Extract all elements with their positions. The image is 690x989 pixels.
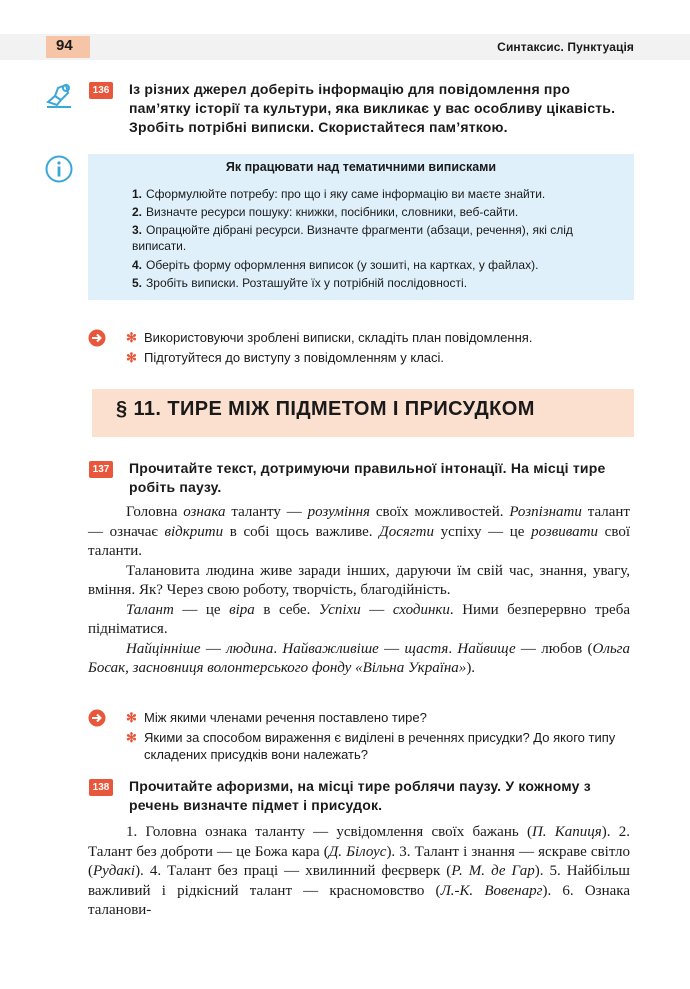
text-run: — bbox=[360, 601, 393, 618]
italic-run: Ольга Босак, засновниця волонтерського фонду «Вільна Україна» bbox=[88, 640, 631, 676]
italic-run: Найцінніше bbox=[126, 640, 201, 657]
paragraph bbox=[88, 601, 630, 640]
italic-run: розуміння bbox=[307, 504, 370, 520]
task-number-138: 138 bbox=[89, 779, 113, 796]
text-run: ). 3. Талант і знання — яскраве світло ( bbox=[88, 843, 630, 879]
text-run: 1. Головна ознака таланту — усвідомлення своїх бажань ( bbox=[126, 824, 532, 840]
italic-run: Досягти bbox=[379, 523, 435, 540]
text-run: талант — означає bbox=[88, 504, 630, 540]
memo-title: Як працювати над тематичними виписками bbox=[225, 160, 497, 174]
text-run: в собі щось важливе. bbox=[223, 523, 380, 540]
list-item: ✻ Підготуйтеся до виступу з повідомленням у класі. bbox=[126, 350, 445, 365]
text-run: ). 6. Ознака таланови- bbox=[88, 882, 630, 918]
task-number-136: 136 bbox=[89, 82, 113, 99]
memo-step: 5. Зробіть виписки. Розташуйте їх у потрібній послідовності. bbox=[132, 276, 468, 290]
italic-run: Розпізнати bbox=[509, 504, 582, 520]
text-run: — це bbox=[173, 601, 230, 618]
text-run: в себе. bbox=[254, 601, 319, 618]
italic-run: розвивати bbox=[531, 523, 599, 540]
text-passage-138 bbox=[88, 823, 630, 921]
memo-step: 1. Сформулюйте потребу: про що і яку саме інформацію ви маєте знайти. bbox=[132, 187, 546, 201]
text-run: — bbox=[200, 640, 227, 657]
text-run: успіху — це bbox=[434, 523, 532, 540]
star-bullet-icon: ✻ bbox=[126, 730, 137, 745]
text-run: ). 4. Талант без праці — хвилинний феєрверк ( bbox=[135, 863, 452, 879]
text-passage-137 bbox=[88, 503, 630, 679]
text-run: Головна bbox=[126, 504, 184, 520]
page-number: 94 bbox=[56, 37, 73, 54]
italic-run: Найвище bbox=[457, 640, 516, 657]
italic-run: Найважливіше bbox=[282, 640, 379, 657]
text-run: . bbox=[273, 640, 283, 657]
memo-step: 3. Опрацюйте дібрані ресурси. Визначте фрагменти (абзаци, речення), які слід виписати. bbox=[132, 223, 573, 253]
paragraph bbox=[88, 823, 630, 921]
italic-run: ознака bbox=[183, 504, 226, 520]
italic-run: віра bbox=[229, 601, 255, 618]
star-bullet-icon: ✻ bbox=[126, 350, 137, 365]
italic-run: щастя bbox=[404, 640, 449, 657]
text-run: ). 5. Найбільш важливий і рідкісний талант — красномовство ( bbox=[88, 863, 630, 899]
text-run: свої таланти. bbox=[88, 523, 630, 559]
task-137-text: Прочитайте текст, дотримуючи правильної інтонації. На місці тире робіть паузу. bbox=[129, 460, 606, 495]
text-run: . Ними безперервно треба підніматися. bbox=[88, 601, 631, 637]
paragraph: Талановита людина живе заради інших, даруючи їм свій час, знання, увагу, вміння. Як? Через свою роботу, творчість, благодійність. bbox=[88, 562, 630, 598]
italic-run: Д. Білоус bbox=[328, 843, 387, 860]
list-item: ✻ Між якими членами речення поставлено тире? bbox=[126, 710, 427, 725]
info-icon bbox=[44, 154, 74, 184]
text-run: таланту — bbox=[225, 504, 308, 520]
italic-run: Р. М. де Гар bbox=[451, 863, 535, 879]
task-136-text: Із різних джерел доберіть інформацію для повідомлення про пам’ятку історії та культури, яка викликає у вас особливу цікавість. Зробіть потрібні виписки. Скористайтеся пам’яткою. bbox=[129, 81, 616, 135]
italic-run: Талант bbox=[126, 601, 174, 618]
arrow-right-icon bbox=[88, 709, 106, 727]
text-run: . bbox=[448, 640, 458, 657]
list-item: ✻ Використовуючи зроблені виписки, складіть план повідомлення. bbox=[126, 330, 533, 345]
text-run: своїх можливостей. bbox=[370, 504, 510, 520]
paragraph bbox=[88, 503, 630, 562]
task-number-137: 137 bbox=[89, 461, 113, 478]
italic-run: Л.-К. Вовенарг bbox=[440, 882, 543, 899]
italic-run: Рудакі bbox=[93, 863, 136, 879]
star-bullet-icon: ✻ bbox=[126, 710, 137, 725]
task-138-text: Прочитайте афоризми, на місці тире роблячи паузу. У кожному з речень визначте підмет і присудок. bbox=[129, 778, 591, 813]
text-run: ). 2. Талант без доброти — це Божа кара ( bbox=[88, 824, 630, 860]
italic-run: П. Капиця bbox=[531, 824, 602, 840]
italic-run: відкрити bbox=[164, 523, 224, 540]
arrow-right-icon bbox=[88, 329, 106, 347]
memo-step: 2. Визначте ресурси пошуку: книжки, посібники, словники, веб-сайти. bbox=[132, 205, 519, 219]
memo-step: 4. Оберіть форму оформлення виписок (у зошиті, на картках, у файлах). bbox=[132, 258, 539, 272]
italic-run: Успіхи bbox=[318, 601, 361, 618]
text-run: — bbox=[378, 640, 405, 657]
list-item: ✻ Якими за способом вираження є виділені в реченнях присудки? До якого типу складених присудків вони належать? bbox=[126, 730, 616, 762]
paragraph bbox=[88, 640, 630, 679]
italic-run: сходинки bbox=[392, 601, 450, 618]
text-run: ). bbox=[466, 660, 476, 676]
lamp-icon bbox=[44, 80, 74, 110]
section-title: § 11. ТИРЕ МІЖ ПІДМЕТОМ І ПРИСУДКОМ bbox=[116, 398, 535, 420]
star-bullet-icon: ✻ bbox=[126, 330, 137, 345]
italic-run: людина bbox=[226, 640, 274, 657]
running-title: Синтаксис. Пунктуація bbox=[497, 40, 634, 54]
text-run: — любов ( bbox=[515, 640, 593, 657]
